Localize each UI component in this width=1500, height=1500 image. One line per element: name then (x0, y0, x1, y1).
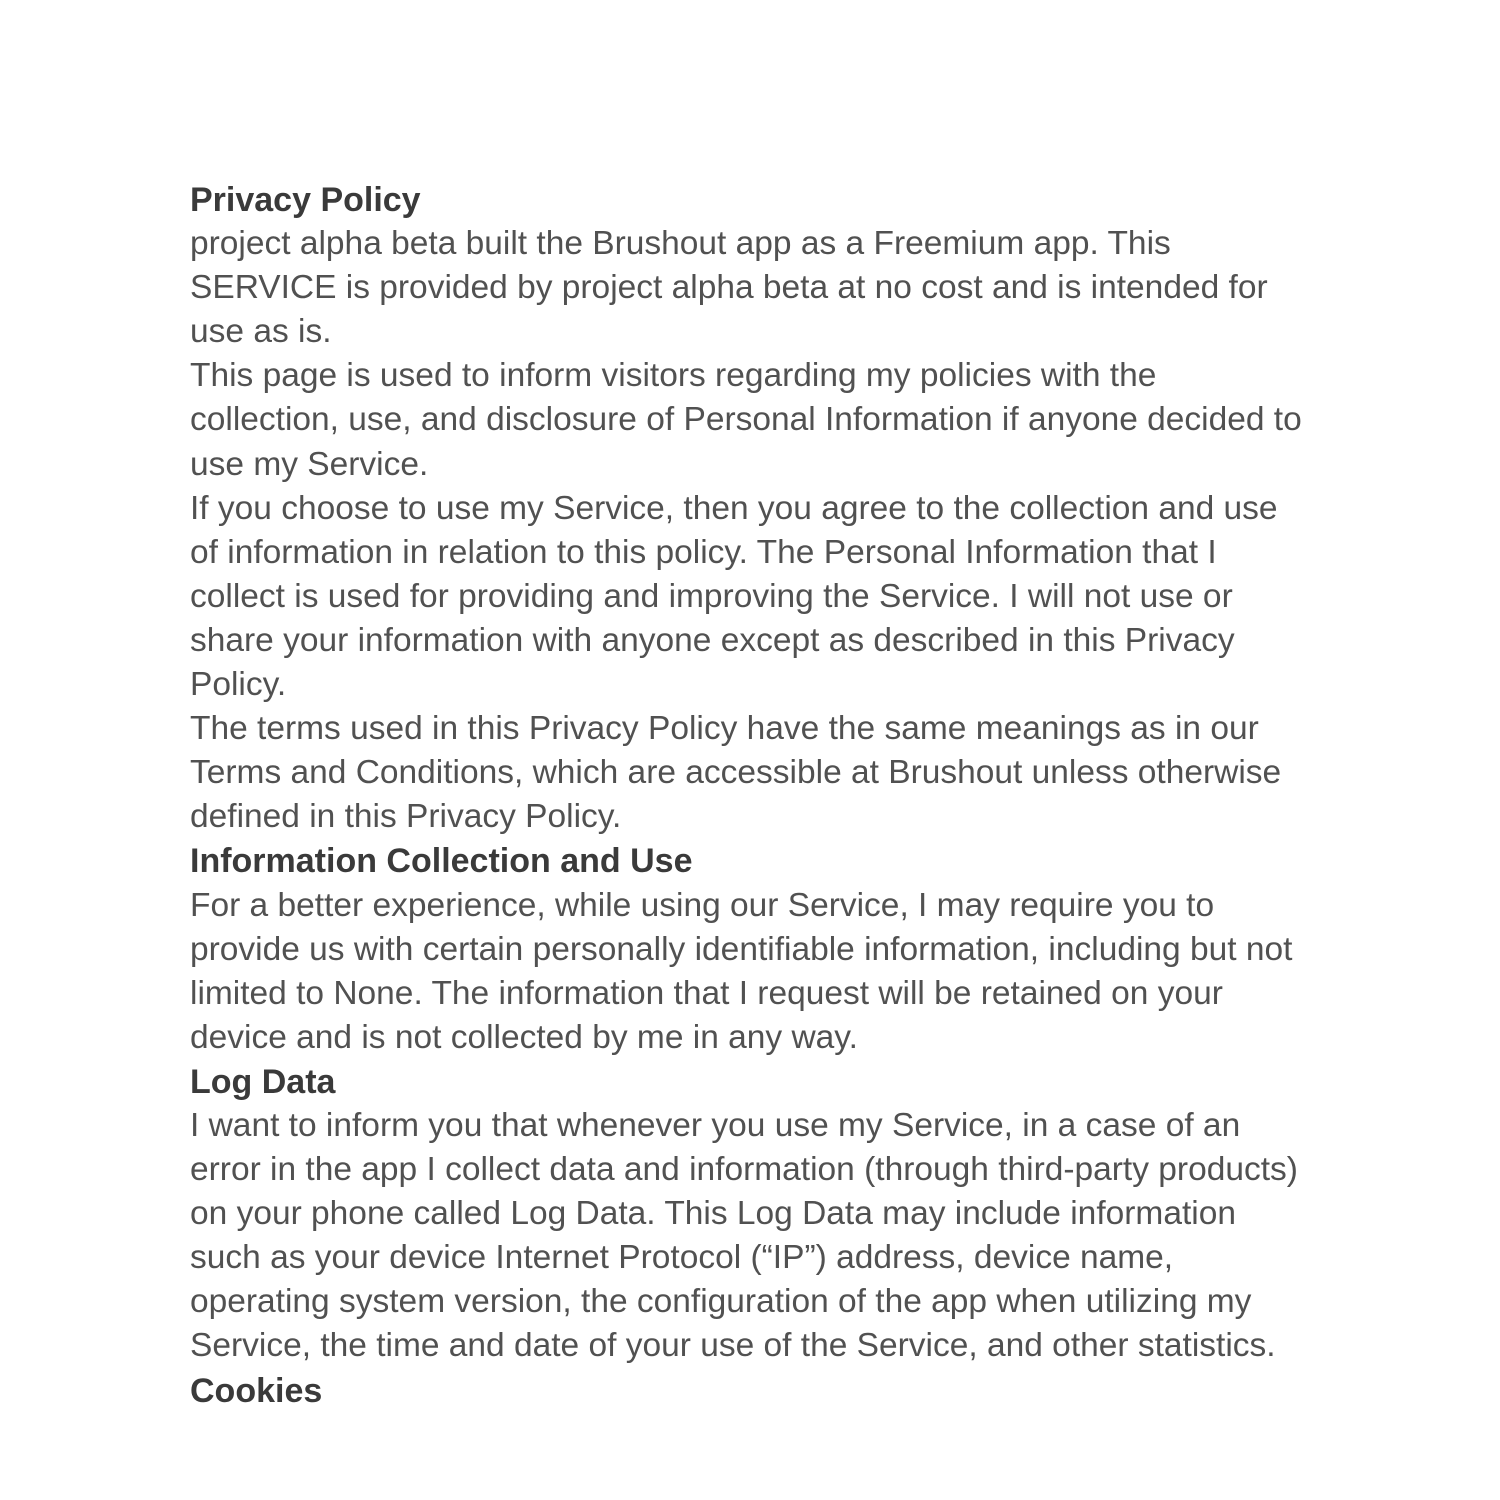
section-heading: Log Data (190, 1062, 336, 1101)
paragraph: The terms used in this Privacy Policy have the same meanings as in our Terms and Conditions, which are accessible at Brushout unless otherwise defined in this Privacy Policy. (190, 710, 1282, 836)
paragraph: For a better experience, while using our Service, I may require you to provide us with certain personally identifiable information, including but not limited to None. The information that I request will be retained on your device and is not collected by me in any way. (190, 886, 1293, 1056)
privacy-policy-document (190, 178, 1314, 1413)
paragraph: This page is used to inform visitors regarding my policies with the collection, use, and disclosure of Personal Information if anyone decided to use my Service. (190, 357, 1302, 483)
paragraph: project alpha beta built the Brushout app as a Freemium app. This SERVICE is provided by project alpha beta at no cost and is intended for use as is. (190, 225, 1268, 351)
section-heading: Cookies (190, 1371, 323, 1410)
paragraph: If you choose to use my Service, then you agree to the collection and use of information in relation to this policy. The Personal Information that I collect is used for providing and improving the Service. I will not use or share your information with anyone except as described in this Privacy Policy. (190, 489, 1278, 704)
section-heading: Information Collection and Use (190, 842, 693, 881)
paragraph: I want to inform you that whenever you use my Service, in a case of an error in the app I collect data and information (through third-party products) on your phone called Log Data. This Log Data may include information such as your device Internet Protocol (“IP”) address, device name, operating system version, the configuration of the app when utilizing my Service, the time and date of your use of the Service, and other statistics. (190, 1106, 1298, 1365)
section-heading: Privacy Policy (190, 181, 421, 219)
